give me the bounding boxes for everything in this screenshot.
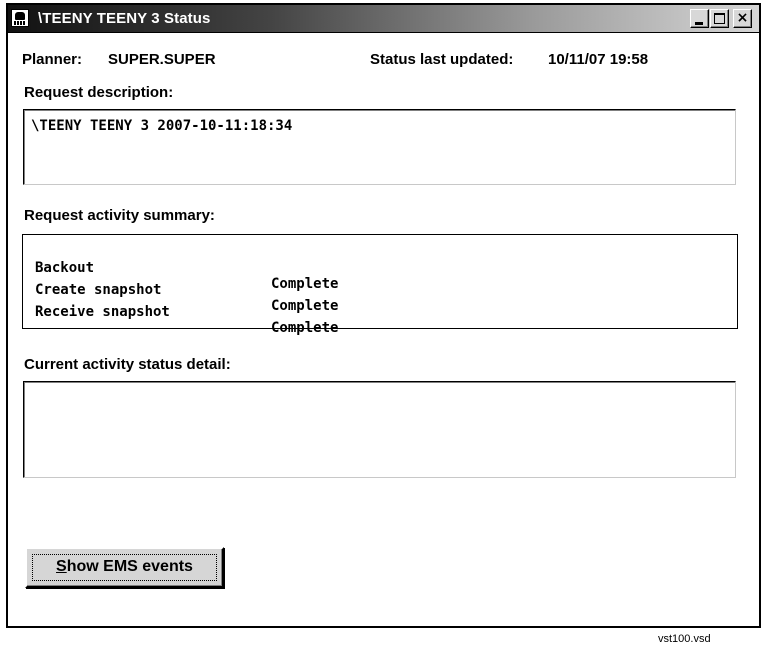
planner-label: Planner: (22, 51, 83, 68)
request-description-label: Request description: (24, 84, 174, 101)
activity-name: Create snapshot (35, 282, 162, 298)
status-updated-label: Status last updated: (370, 51, 514, 68)
figure-file-note: vst100.vsd (658, 633, 711, 645)
activity-status: Complete (271, 276, 339, 292)
activity-name: Receive snapshot (35, 304, 170, 320)
close-glyph: × (736, 10, 749, 26)
status-window (6, 3, 761, 628)
activity-status: Complete (271, 298, 339, 314)
planner-value: SUPER.SUPER (108, 51, 216, 68)
activity-summary-label: Request activity summary: (24, 207, 215, 224)
request-description-value: \TEENY TEENY 3 2007-10-11:18:34 (31, 118, 293, 134)
request-description-field[interactable] (23, 109, 736, 185)
window-title: \TEENY TEENY 3 Status (38, 10, 211, 27)
title-bar[interactable] (8, 5, 759, 33)
status-updated-value: 10/11/07 19:58 (548, 51, 649, 68)
close-icon[interactable] (733, 9, 752, 28)
mnemonic-letter: S (56, 558, 67, 575)
button-text: how EMS events (66, 558, 193, 575)
minimize-icon[interactable] (690, 9, 709, 28)
maximize-icon[interactable] (710, 9, 729, 28)
activity-status: Complete (271, 320, 339, 336)
current-activity-field[interactable] (23, 381, 736, 478)
app-icon[interactable] (11, 9, 29, 27)
show-ems-events-button[interactable] (25, 547, 224, 588)
activity-name: Backout (35, 260, 95, 276)
current-activity-label: Current activity status detail: (24, 356, 231, 373)
activity-summary-list[interactable] (22, 234, 738, 336)
show-ems-events-label (27, 558, 222, 576)
